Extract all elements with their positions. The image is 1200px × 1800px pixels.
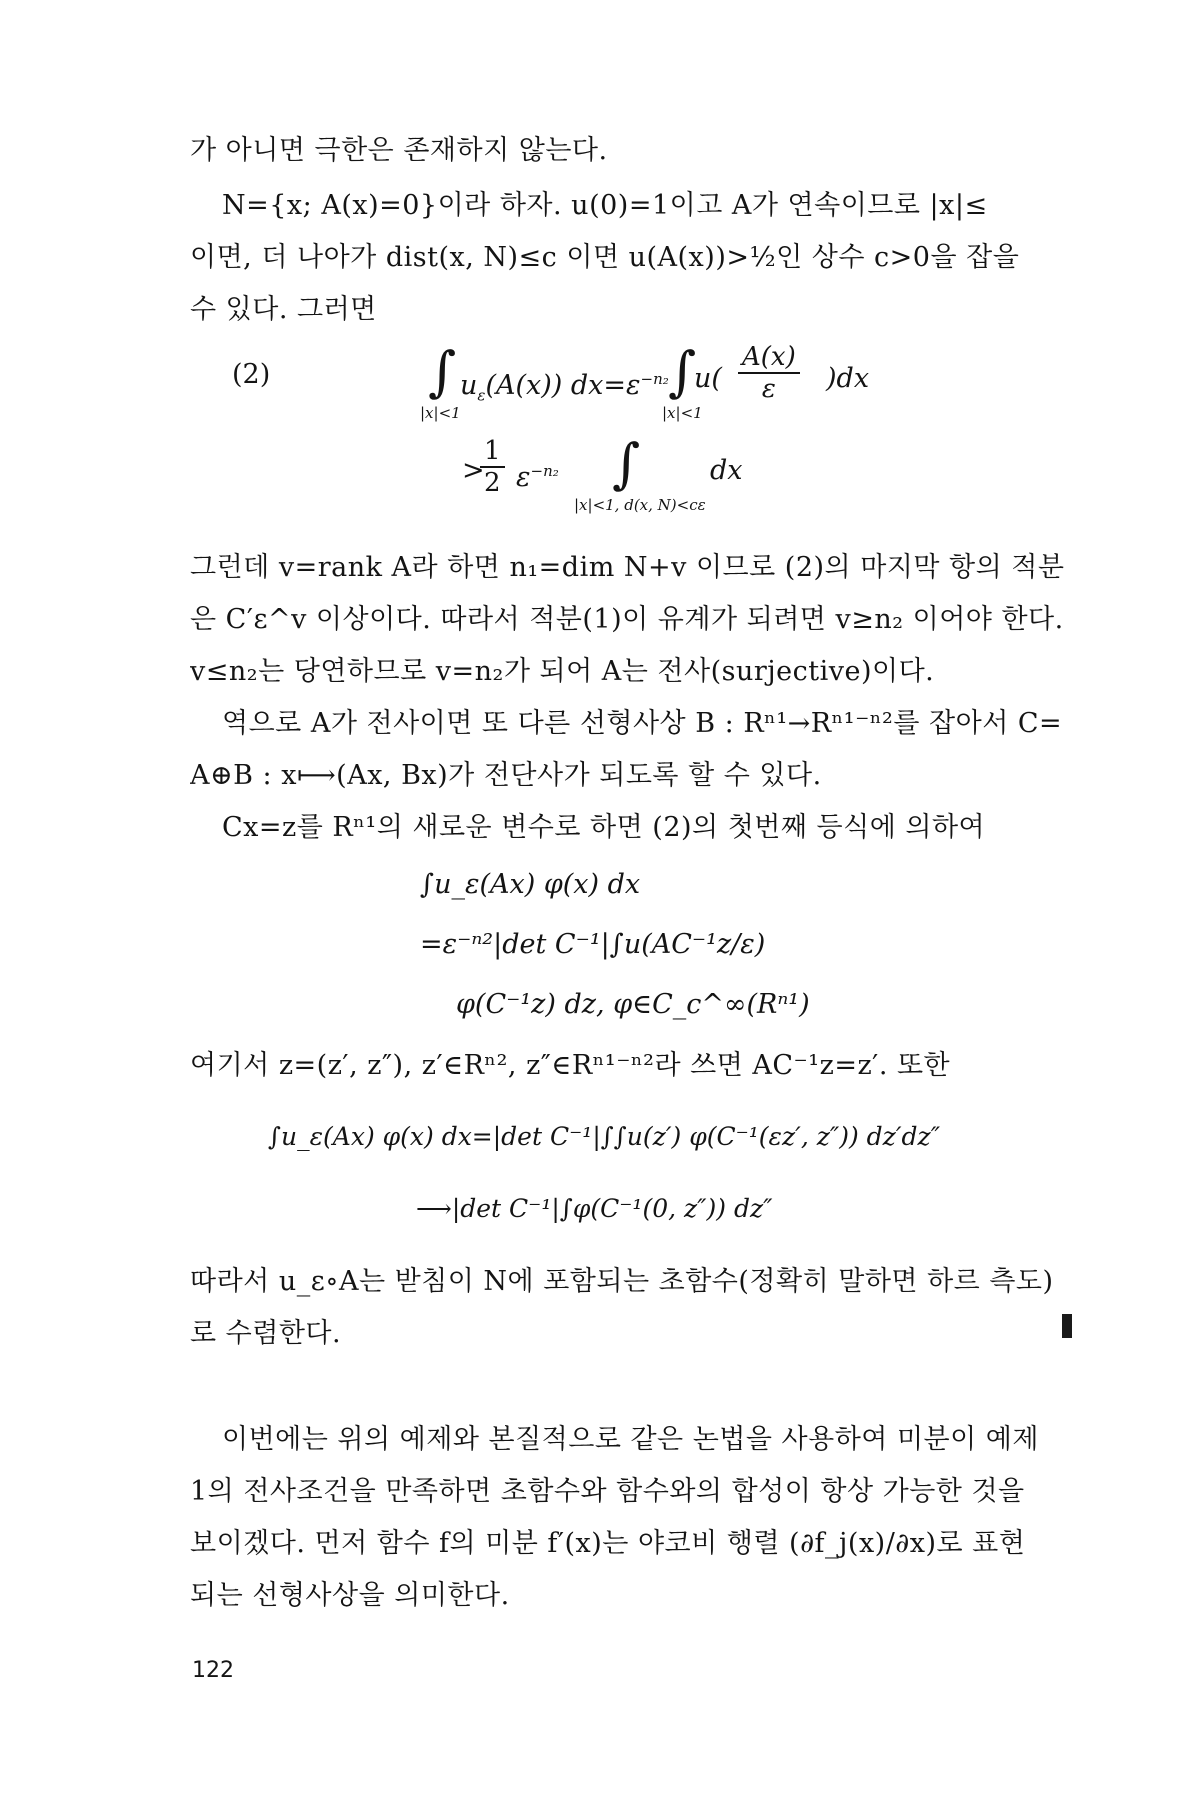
- equation-2-lhs: $u_\varepsilon(A(x))$ $dx=\varepsilon^{-n_2}$: [460, 370, 669, 405]
- integral-limit: |x|<1: [420, 404, 461, 422]
- integral-limit: |x|<1, d(x, N)<cε: [574, 496, 706, 514]
- text-line: 역으로 A가 전사이면 또 다른 선형사상 B : Rⁿ¹→Rⁿ¹⁻ⁿ²를 잡아서 C=: [222, 708, 1063, 739]
- text-line: Cx=z를 Rⁿ¹의 새로운 변수로 하면 (2)의 첫번째 등식에 의하여: [222, 812, 986, 843]
- epsilon: $\varepsilon^{-n_2}$: [516, 462, 559, 493]
- integral-sign: ∫: [428, 340, 457, 403]
- text-line: N={x; A(x)=0}이라 하자. u(0)=1이고 A가 연속이므로 |x|≤: [222, 190, 988, 221]
- fraction-a-over-eps: $\frac{A(x)}{\varepsilon}$: [738, 342, 800, 404]
- text-line: 따라서 u_ε∘A는 받침이 N에 포함되는 초함수(정확히 말하면 하르 측도): [190, 1266, 1054, 1297]
- equation-4-line2: ⟶|det C⁻¹|∫φ(C⁻¹(0, z″)) dz″: [416, 1194, 773, 1223]
- equation-3-line2: =ε⁻ⁿ²|det C⁻¹|∫u(AC⁻¹z/ε): [420, 929, 766, 960]
- text-line: 그런데 v=rank A라 하면 n₁=dim N+v 이므로 (2)의 마지막 항의 적분: [190, 552, 1065, 583]
- text-line: 이번에는 위의 예제와 본질적으로 같은 논법을 사용하여 미분이 예제: [222, 1424, 1039, 1455]
- equation-4-line1: ∫u_ε(Ax) φ(x) dx=|det C⁻¹|∫∫u(z′) φ(C⁻¹(εz′, z″)) dz′dz″: [268, 1122, 941, 1151]
- text-line: 여기서 z=(z′, z″), z′∈Rⁿ², z″∈Rⁿ¹⁻ⁿ²라 쓰면 AC⁻¹z=z′. 또한: [190, 1050, 951, 1081]
- integral-limit: |x|<1: [662, 404, 703, 422]
- text-line: 은 C′ε^v 이상이다. 따라서 적분(1)이 유계가 되려면 v≥n₂ 이어야 한다.: [190, 604, 1064, 635]
- text-line: 이면, 더 나아가 dist(x, N)≤c 이면 u(A(x))>½인 상수 c>0을 잡을: [190, 242, 1020, 273]
- text-line: 보이겠다. 먼저 함수 f의 미분 f′(x)는 야코비 행렬 (∂f_j(x)/∂x)로 표현: [190, 1528, 1026, 1559]
- integral-sign: ∫: [612, 432, 641, 495]
- integral-sign: ∫: [668, 340, 697, 403]
- equation-2-dx2: dx: [710, 455, 743, 486]
- equation-3-line1: ∫u_ε(Ax) φ(x) dx: [420, 869, 641, 900]
- equation-3-line3: φ(C⁻¹z) dz, φ∈C_c^∞(Rⁿ¹): [456, 989, 810, 1020]
- equation-number: (2): [232, 359, 271, 390]
- text-line: 되는 선형사상을 의미한다.: [190, 1580, 510, 1611]
- qed-mark: [1062, 1314, 1072, 1338]
- text-line: 가 아니면 극한은 존재하지 않는다.: [190, 135, 608, 166]
- text-line: v≤n₂는 당연하므로 v=n₂가 되어 A는 전사(surjective)이다.: [190, 656, 935, 687]
- text-line: 1의 전사조건을 만족하면 초함수와 함수와의 합성이 항상 가능한 것을: [190, 1476, 1025, 1507]
- greater-than: >: [462, 455, 485, 486]
- equation-2-dx: )dx: [826, 363, 870, 394]
- page-number: 122: [192, 1658, 234, 1683]
- text-line: 수 있다. 그러면: [190, 294, 377, 325]
- text-line: 로 수렴한다.: [190, 1318, 342, 1349]
- equation-2-u: u(: [694, 363, 722, 394]
- text-line: A⊕B : x⟼(Ax, Bx)가 전단사가 되도록 할 수 있다.: [190, 760, 822, 791]
- fraction-one-half: $\frac{1}{2}$: [480, 436, 505, 498]
